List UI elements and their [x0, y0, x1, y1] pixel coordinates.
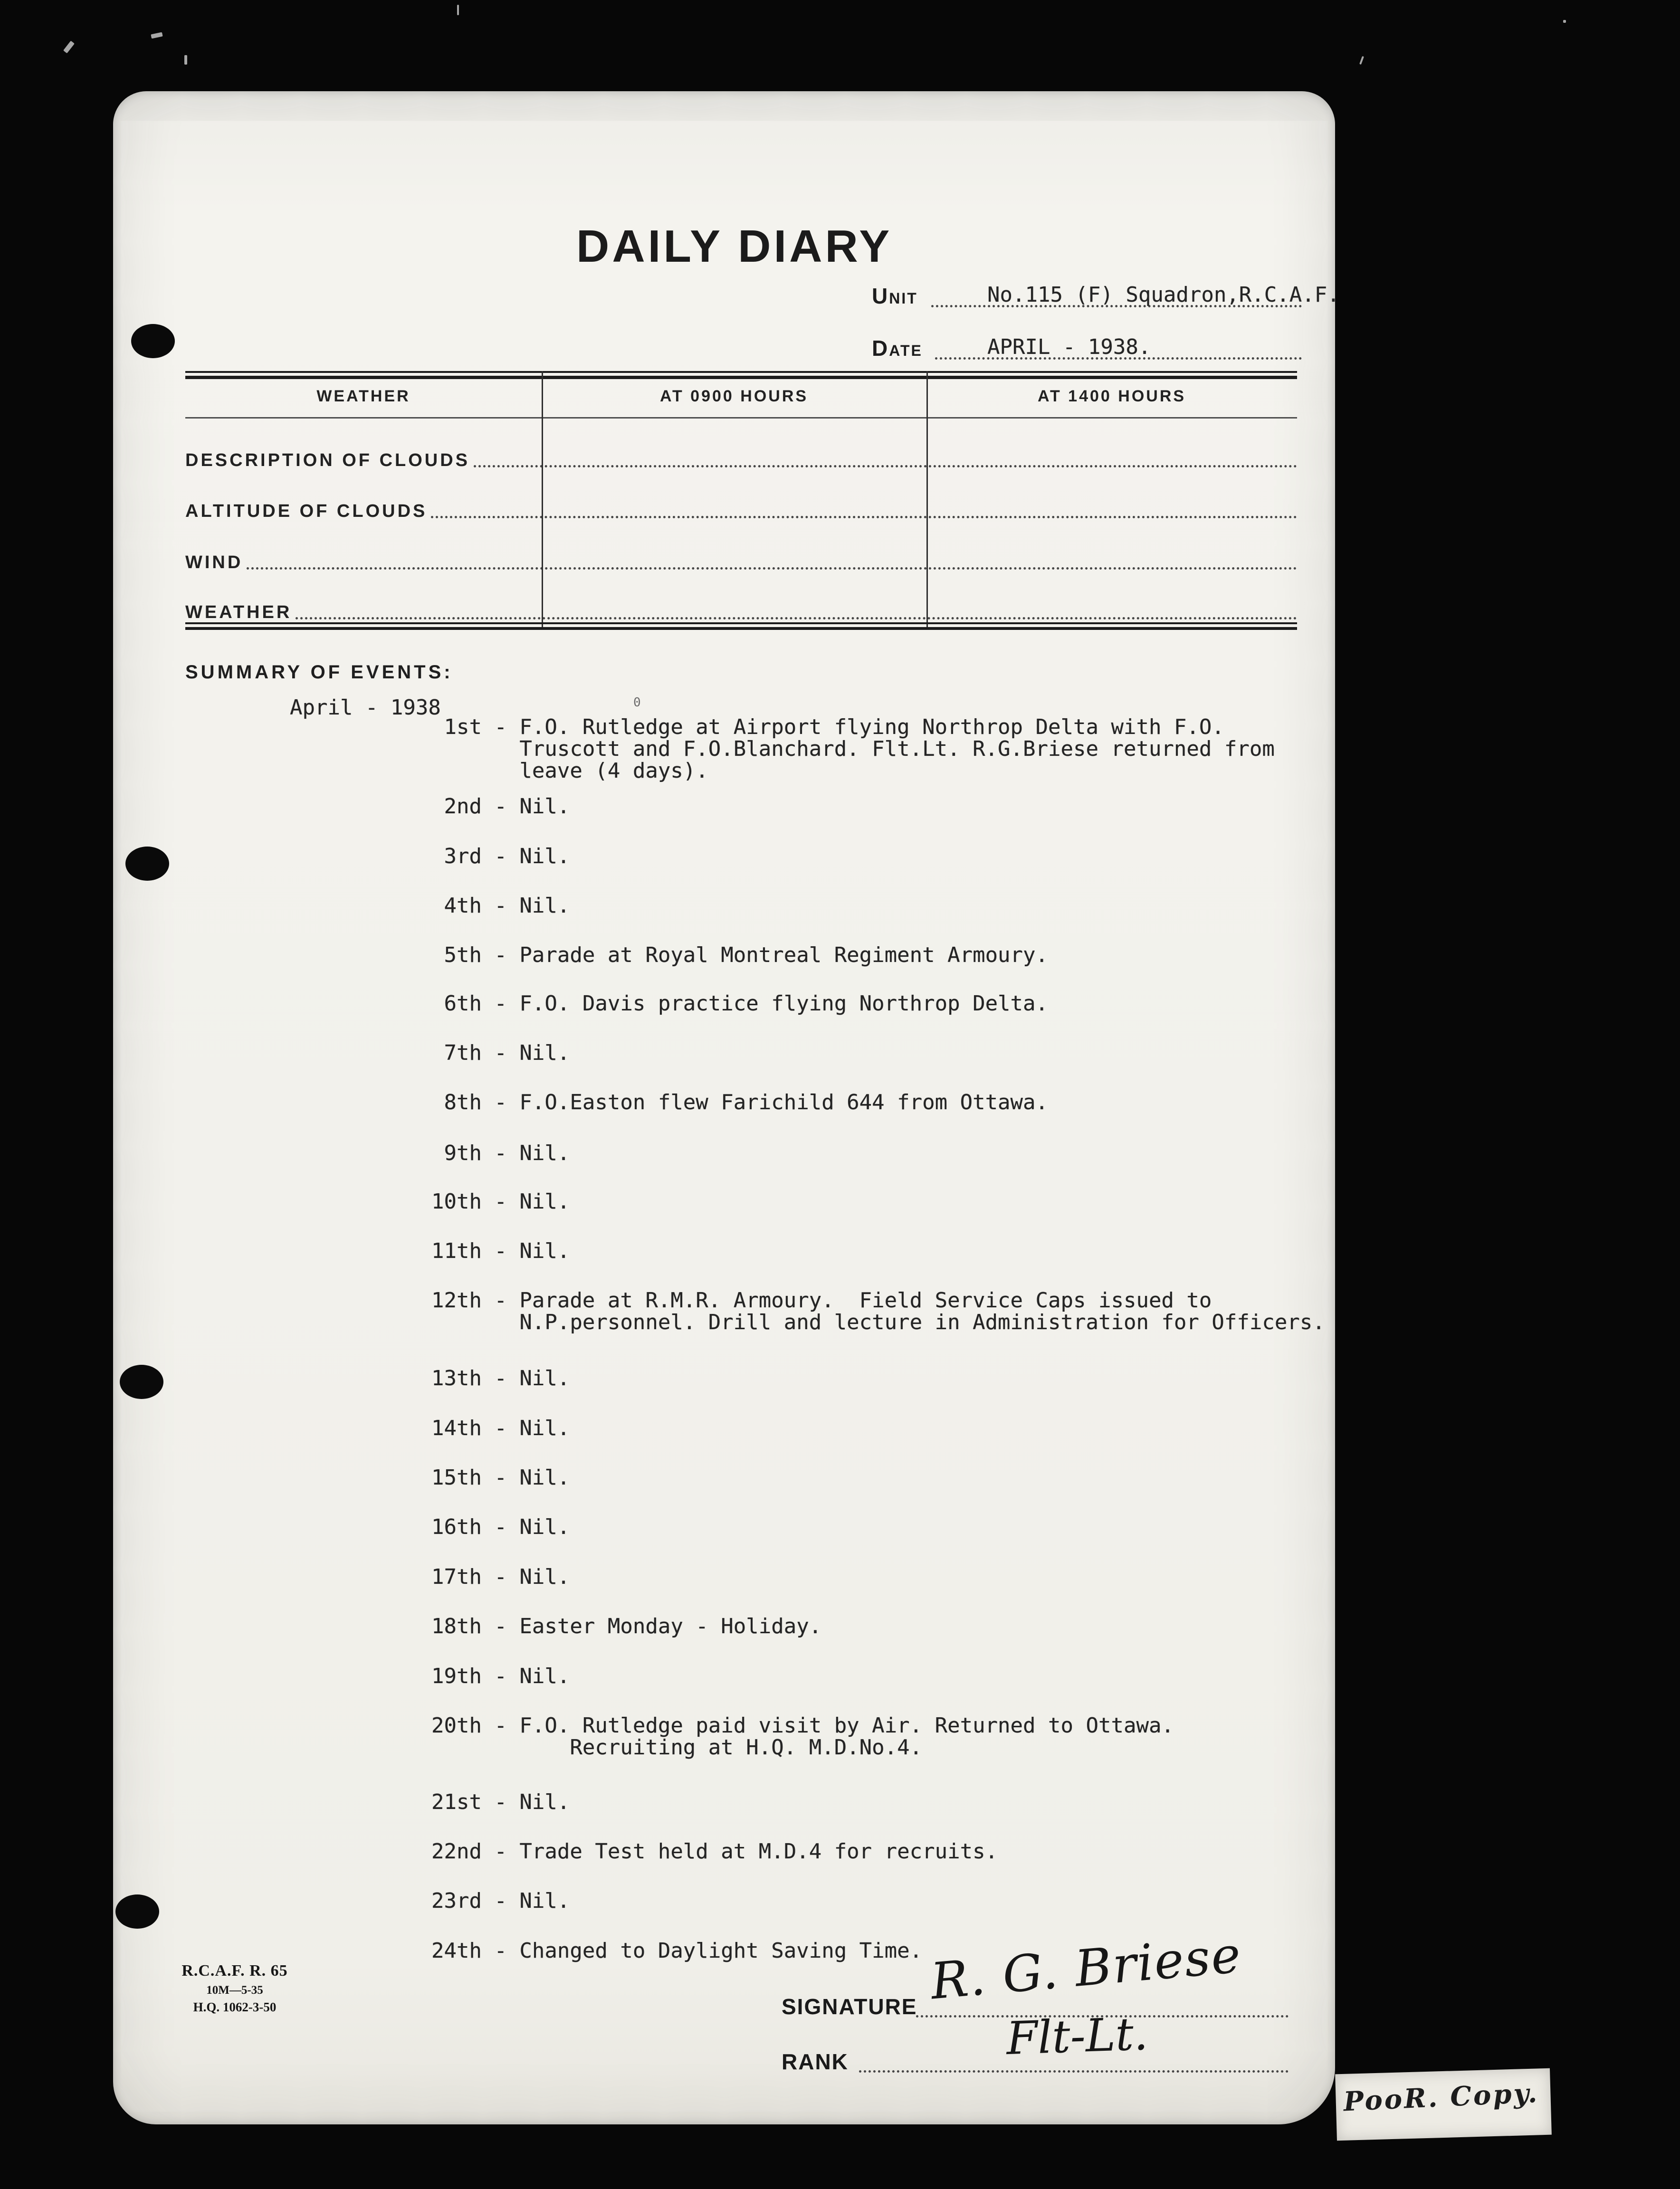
diary-entry-24th: [431, 1940, 922, 1962]
row-dotted-leader: [296, 617, 1297, 619]
diary-entry-15th: [431, 1467, 570, 1489]
diary-entry-line: 4th - Nil.: [431, 894, 570, 918]
diary-entry-line: Truscott and F.O.Blanchard. Flt.Lt. R.G.Briese returned from: [431, 737, 1275, 761]
diary-entry-5th: [431, 944, 1048, 966]
diary-entry-line: 9th - Nil.: [431, 1141, 570, 1165]
punch-hole: [131, 324, 175, 358]
punch-hole: [120, 1365, 163, 1399]
diary-entry-21st: [431, 1791, 570, 1813]
table-bottom-rule: [185, 622, 1297, 624]
row-label: WIND: [185, 552, 243, 572]
header-underline: [185, 417, 1297, 419]
table-top-rule: [185, 371, 1297, 373]
table-divider-2: [926, 371, 928, 630]
diary-entry-7th: [431, 1042, 570, 1064]
diary-entry-1st: [431, 716, 1275, 782]
diary-entry-13th: [431, 1368, 570, 1390]
diary-entry-22nd: [431, 1841, 998, 1863]
date-label: Date: [872, 336, 923, 361]
stray-typed-mark: 0: [633, 695, 641, 710]
table-top-rule-2: [185, 376, 1297, 379]
signature-handwriting: R. G. Briese: [928, 1925, 1244, 2011]
punch-hole: [115, 1894, 159, 1929]
diary-entry-line: 16th - Nil.: [431, 1515, 570, 1539]
diary-entry-8th: [431, 1092, 1048, 1114]
row-label: DESCRIPTION OF CLOUDS: [185, 450, 470, 470]
scan-speck: [1359, 56, 1364, 65]
poor-copy-slip: [1335, 2068, 1552, 2141]
diary-entry-line: N.P.personnel. Drill and lecture in Administration for Officers.: [431, 1310, 1325, 1334]
scan-speck: [151, 32, 162, 39]
form-hq-number: H.Q. 1062-3-50: [193, 2000, 277, 2014]
poor-copy-note: PooR. Copy.: [1343, 2077, 1540, 2118]
unit-value: No.115 (F) Squadron,R.C.A.F.: [987, 283, 1340, 307]
document-page: [113, 91, 1340, 2124]
diary-entry-16th: [431, 1516, 570, 1538]
column-header-0900: AT 0900 HOURS: [659, 387, 809, 405]
diary-entry-line: 12th - Parade at R.M.R. Armoury. Field Service Caps issued to: [431, 1288, 1212, 1313]
rank-label: RANK: [782, 2049, 849, 2074]
diary-entry-line: 3rd - Nil.: [431, 844, 570, 868]
diary-entry-line: 2nd - Nil.: [431, 794, 570, 818]
diary-entry-14th: [431, 1418, 570, 1439]
diary-entry-line: 8th - F.O.Easton flew Farichild 644 from Ottawa.: [431, 1090, 1049, 1114]
date-value: APRIL - 1938.: [987, 335, 1151, 359]
diary-entry-line: 5th - Parade at Royal Montreal Regiment Armoury.: [431, 943, 1049, 967]
diary-entry-line: 24th - Changed to Daylight Saving Time.: [431, 1939, 923, 1963]
diary-entry-23rd: [431, 1890, 570, 1912]
diary-entry-line: 19th - Nil.: [431, 1664, 570, 1688]
diary-entry-9th: [431, 1142, 570, 1164]
row-dotted-leader: [474, 465, 1297, 467]
table-bottom-rule-2: [185, 627, 1297, 630]
diary-entry-line: 18th - Easter Monday - Holiday.: [431, 1614, 822, 1638]
form-number: R.C.A.F. R. 65: [181, 1962, 288, 1980]
page-title: DAILY DIARY: [576, 221, 893, 272]
diary-entry-3rd: [431, 846, 570, 867]
diary-entry-12th: [431, 1290, 1325, 1333]
rank-handwriting: Flt-Lt.: [1005, 2008, 1149, 2065]
form-print-run: 10M—5-35: [206, 1984, 263, 1997]
diary-entry-line: 11th - Nil.: [431, 1239, 570, 1263]
column-header-weather: WEATHER: [316, 387, 410, 405]
diary-entry-line: 13th - Nil.: [431, 1366, 570, 1390]
punch-hole: [125, 847, 169, 881]
diary-entry-20th: [431, 1715, 1174, 1759]
diary-entry-line: 15th - Nil.: [431, 1466, 570, 1490]
diary-entry-line: 14th - Nil.: [431, 1416, 570, 1440]
table-row-weather: [185, 601, 1297, 623]
table-row-altitude-of-clouds: [185, 500, 1297, 522]
diary-entry-19th: [431, 1666, 570, 1687]
diary-entry-line: 23rd - Nil.: [431, 1889, 570, 1913]
table-row-wind: [185, 551, 1297, 573]
diary-entry-line: 1st - F.O. Rutledge at Airport flying Northrop Delta with F.O.: [431, 715, 1224, 739]
diary-entry-line: 22nd - Trade Test held at M.D.4 for recruits.: [431, 1839, 998, 1864]
scan-speck: [457, 5, 459, 15]
diary-entry-line: 6th - F.O. Davis practice flying Northrop Delta.: [431, 991, 1049, 1016]
diary-entry-11th: [431, 1240, 570, 1262]
column-header-1400: AT 1400 HOURS: [1037, 387, 1186, 405]
row-dotted-leader: [431, 516, 1297, 518]
scan-speck: [1563, 20, 1566, 23]
row-dotted-leader: [247, 567, 1297, 570]
form-imprint: [168, 1962, 301, 2015]
diary-entry-line: 10th - Nil.: [431, 1190, 570, 1214]
diary-entry-4th: [431, 895, 570, 917]
diary-entry-line: Recruiting at H.Q. M.D.No.4.: [431, 1735, 923, 1760]
diary-entry-17th: [431, 1566, 570, 1588]
diary-entry-line: 7th - Nil.: [431, 1041, 570, 1065]
scan-speck: [63, 41, 75, 54]
diary-entry-line: 17th - Nil.: [431, 1565, 570, 1589]
diary-entry-6th: [431, 993, 1048, 1015]
diary-entry-line: 20th - F.O. Rutledge paid visit by Air. Returned to Ottawa.: [431, 1713, 1174, 1738]
signature-label: SIGNATURE: [782, 1994, 917, 2019]
rank-dotted-line: [859, 2070, 1289, 2073]
scan-speck: [184, 55, 187, 65]
row-label: ALTITUDE OF CLOUDS: [185, 501, 428, 521]
summary-month: April - 1938: [290, 695, 441, 720]
diary-entry-line: leave (4 days).: [431, 759, 708, 783]
diary-entry-18th: [431, 1616, 821, 1637]
table-row-description-of-clouds: [185, 449, 1297, 471]
diary-entry-line: 21st - Nil.: [431, 1790, 570, 1814]
table-divider-1: [542, 371, 543, 630]
unit-label: Unit: [872, 284, 918, 308]
diary-entry-10th: [431, 1191, 570, 1213]
row-label: WEATHER: [185, 602, 292, 622]
summary-heading: SUMMARY OF EVENTS:: [185, 662, 453, 683]
diary-entry-2nd: [431, 796, 570, 818]
